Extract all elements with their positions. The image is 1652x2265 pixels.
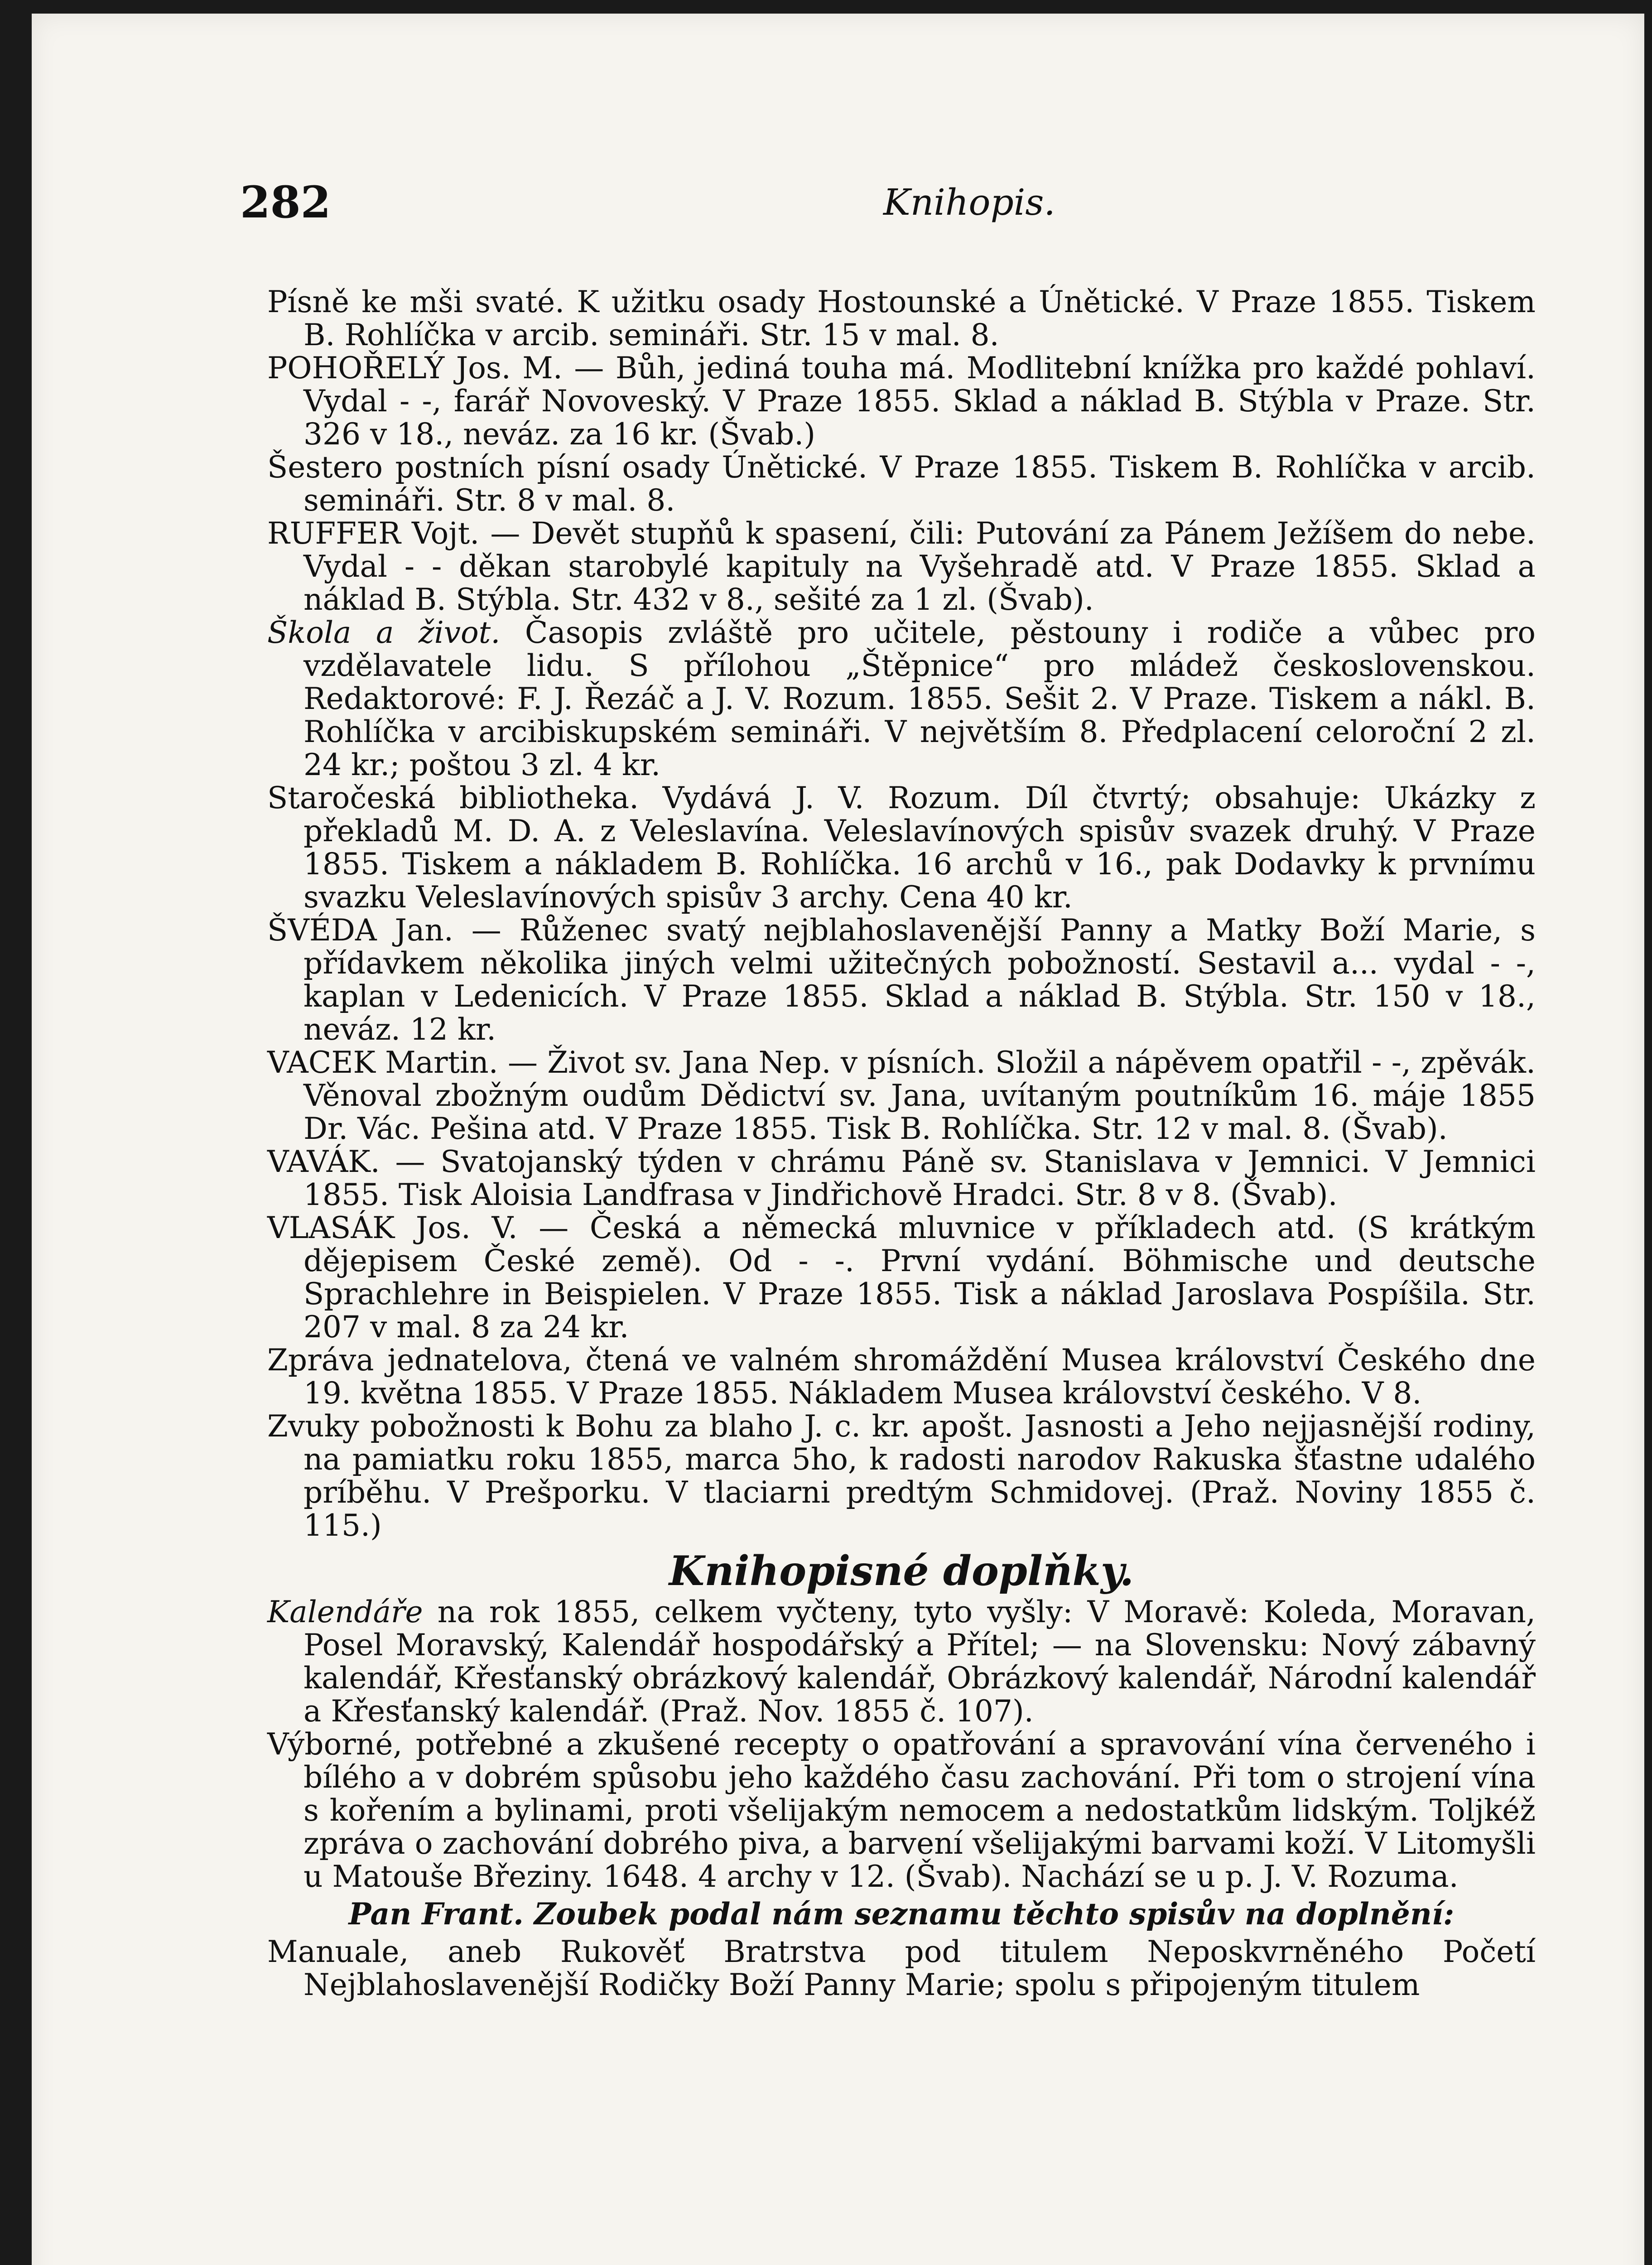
supplement-note: Pan Frant. Zoubek podal nám seznamu těchto spisův na doplnění: [348, 1896, 1455, 1932]
bibliography-entry: POHOŘELÝ Jos. M. — Bůh, jediná touha má. Modlitební knížka pro každé pohlaví. Vydal - -, farář Novoveský. V Praze 1855. Sklad a náklad B. Stýbla v Praze. Str. 326 v 18., neváz. za 16 kr. (Švab.) [267, 351, 1536, 452]
supplement-entry: Výborné, potřebné a zkušené recepty o opatřování a spravování vína červeného i bílého a v dobrém spůsobu jeho každého času zachování. Při tom o strojení vína s kořením a bylinami, proti všelijakým nemocem a nedostatkům lidským. Toljkéž zpráva o zachování dobrého piva, a barvení všelijakými barvami koží. V Litomyšli u Matouše Březiny. 1648. 4 archy v 12. (Švab). Nachází se u p. J. V. Rozuma. [267, 1727, 1536, 1894]
bibliography-entry: Škola a život. Časopis zvláště pro učitele, pěstouny i rodiče a vůbec pro vzdělavatele lidu. S přílohou „Štěpnice“ pro mládež československou. Redaktorové: F. J. Řezáč a J. V. Rozum. 1855. Sešit 2. V Praze. Tiskem a nákl. B. Rohlíčka v arcibiskupském semináři. V největším 8. Předplacení celoroční 2 zl. 24 kr.; poštou 3 zl. 4 kr. [267, 615, 1536, 782]
bibliography-entry: VLASÁK Jos. V. — Česká a německá mluvnice v příkladech atd. (S krátkým dějepisem České země). Od - -. První vydání. Böhmische und deutsche Sprachlehre in Beispielen. V Praze 1855. Tisk a náklad Jaroslava Pospíšila. Str. 207 v mal. 8 za 24 kr. [267, 1210, 1536, 1345]
bibliography-entry: Písně ke mši svaté. K užitku osady Hostounské a Únětické. V Praze 1855. Tiskem B. Rohlíčka v arcib. semináři. Str. 15 v mal. 8. [267, 284, 1536, 352]
running-title: Knihopis. [883, 181, 1055, 223]
book-page [32, 14, 1644, 2265]
bibliography-entry: VAVÁK. — Svatojanský týden v chrámu Páně sv. Stanislava v Jemnici. V Jemnici 1855. Tisk Aloisia Landfrasa v Jindřichově Hradci. Str. 8 v 8. (Švab). [267, 1144, 1536, 1212]
bibliography-entry: ŠVÉDA Jan. — Růženec svatý nejblahoslavenější Panny a Matky Boží Marie, s přídavkem několika jiných velmi užitečných pobožností. Sestavil a... vydal - -, kaplan v Ledenicích. V Praze 1855. Sklad a náklad B. Stýbla. Str. 150 v 18., neváz. 12 kr. [267, 913, 1536, 1047]
page-body [267, 285, 1536, 2001]
bibliography-entry: VACEK Martin. — Život sv. Jana Nep. v písních. Složil a nápěvem opatřil - -, zpěvák. Věnoval zbožným oudům Dědictví sv. Jana, uvítaným poutníkům 16. máje 1855 Dr. Vác. Pešina atd. V Praze 1855. Tisk B. Rohlíčka. Str. 12 v mal. 8. (Švab). [267, 1045, 1536, 1146]
page-header [240, 177, 1463, 240]
bibliography-entry: Šestero postních písní osady Únětické. V Praze 1855. Tiskem B. Rohlíčka v arcib. semináři. Str. 8 v mal. 8. [267, 450, 1536, 518]
page-number: 282 [240, 177, 331, 228]
bibliography-entry: Staročeská bibliotheka. Vydává J. V. Rozum. Díl čtvrtý; obsahuje: Ukázky z překladů M. D. A. z Veleslavína. Veleslavínových spisův svazek druhý. V Praze 1855. Tiskem a nákladem B. Rohlíčka. 16 archů v 16., pak Dodavky k prvnímu svazku Veleslavínových spisův 3 archy. Cena 40 kr. [267, 781, 1536, 915]
entry-lead: Škola a život. [267, 615, 501, 650]
supplement-entry: Kalendáře na rok 1855, celkem vyčteny, tyto vyšly: V Moravě: Koleda, Moravan, Posel Moravský, Kalendář hospodářský a Přítel; — na Slovensku: Nový zábavný kalendář, Křesťanský obrázkový kalendář, Obrázkový kalendář, Národní kalendář a Křesťanský kalendář. (Praž. Nov. 1855 č. 107). [267, 1595, 1536, 1729]
bibliography-entry: Zvuky pobožnosti k Bohu za blaho J. c. kr. apošt. Jasnosti a Jeho nejjasnější rodiny, na pamiatku roku 1855, marca 5ho, k radosti narodov Rakuska šťastne udalého príběhu. V Prešporku. V tlaciarni predtým Schmidovej. (Praž. Noviny 1855 č. 115.) [267, 1409, 1536, 1543]
section-title: Knihopisné doplňky. [669, 1547, 1134, 1595]
bibliography-entry: RUFFER Vojt. — Devět stupňů k spasení, čili: Putování za Pánem Ježíšem do nebe. Vydal - - děkan starobylé kapituly na Vyšehradě atd. V Praze 1855. Sklad a náklad B. Stýbla. Str. 432 v 8., sešité za 1 zl. (Švab). [267, 516, 1536, 617]
entry-lead: Kalendáře [267, 1595, 423, 1629]
final-entry: Manuale, aneb Rukověť Bratrstva pod titulem Neposkvrněného Početí Nejblahoslavenější Rodičky Boží Panny Marie; spolu s připojeným titulem [267, 1934, 1536, 2002]
bibliography-entry: Zpráva jednatelova, čtená ve valném shromáždění Musea království Českého dne 19. května 1855. V Praze 1855. Nákladem Musea království českého. V 8. [267, 1343, 1536, 1411]
